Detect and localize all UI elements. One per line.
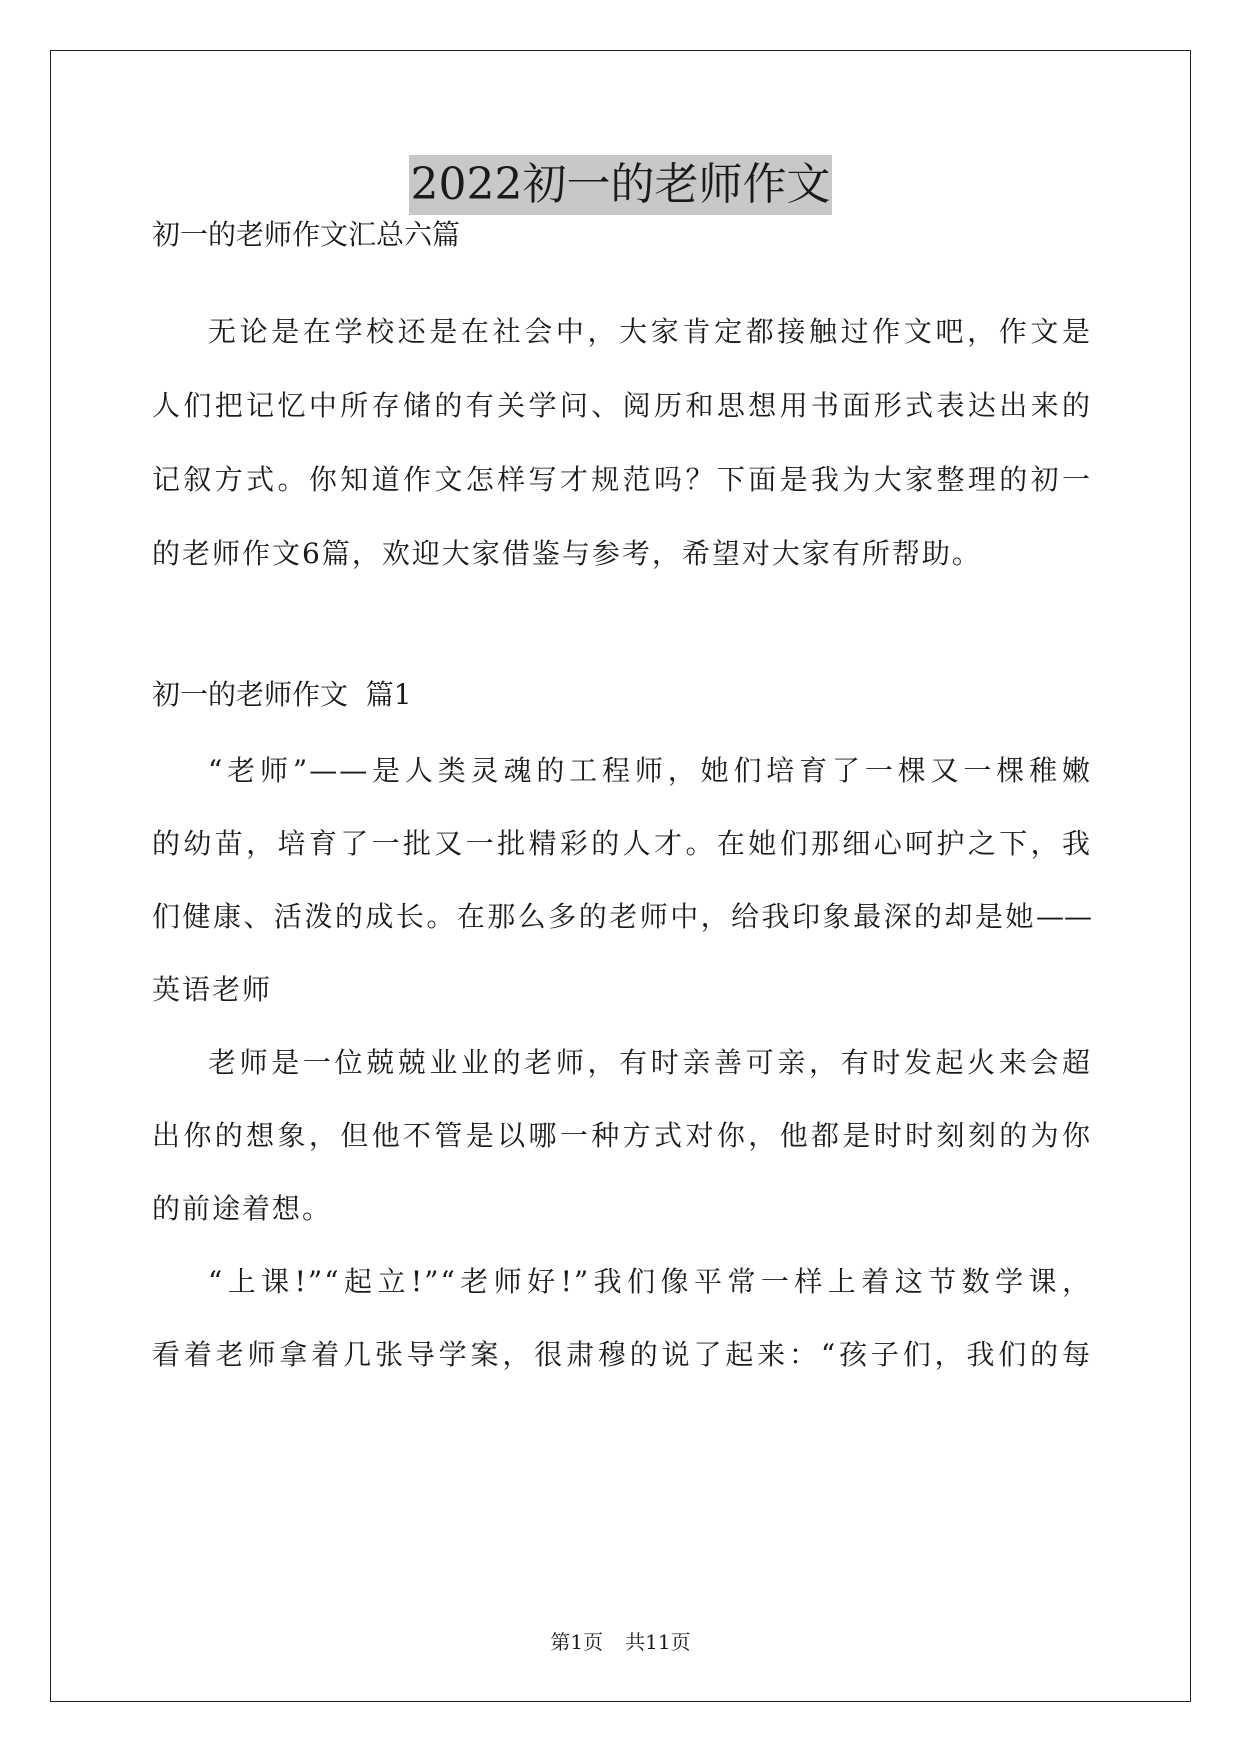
- paragraph-line: 英语老师: [152, 973, 273, 1006]
- document-subtitle: 初一的老师作文汇总六篇: [152, 218, 461, 251]
- paragraph-line: 的幼苗，培育了一批又一批精彩的人才。在她们那细心呵护之下，我: [152, 827, 1092, 860]
- section-heading: 初一的老师作文 篇1: [152, 678, 412, 711]
- paragraph-line: 们健康、活泼的成长。在那么多的老师中，给我印象最深的却是她——: [152, 900, 1092, 933]
- page-number-total: 共11页: [625, 1630, 691, 1654]
- page-footer: [0, 1628, 1241, 1656]
- paragraph-line: “老师”——是人类灵魂的工程师，她们培育了一棵又一棵稚嫩: [208, 754, 1092, 787]
- intro-line: 无论是在学校还是在社会中，大家肯定都接触过作文吧，作文是: [208, 315, 1092, 348]
- paragraph-line: 出你的想象，但他不管是以哪一种方式对你，他都是时时刻刻的为你: [152, 1119, 1092, 1152]
- intro-line: 记叙方式。你知道作文怎样写才规范吗？下面是我为大家整理的初一: [152, 463, 1092, 496]
- paragraph-line: “上课!”“起立!”“老师好!”我们像平常一样上着这节数学课，: [208, 1265, 1092, 1298]
- document-title: 2022初一的老师作文: [409, 155, 833, 215]
- title-area: [0, 155, 1241, 215]
- intro-line: 人们把记忆中所存储的有关学问、阅历和思想用书面形式表达出来的: [152, 389, 1092, 422]
- page-frame: [50, 50, 1191, 1702]
- page-number-current: 第1页: [550, 1630, 604, 1654]
- paragraph-line: 老师是一位兢兢业业的老师，有时亲善可亲，有时发起火来会超: [208, 1046, 1092, 1079]
- intro-line: 的老师作文6篇，欢迎大家借鉴与参考，希望对大家有所帮助。: [152, 537, 982, 570]
- paragraph-line: 看着老师拿着几张导学案，很肃穆的说了起来：“孩子们，我们的每: [152, 1338, 1092, 1371]
- paragraph-line: 的前途着想。: [152, 1192, 333, 1225]
